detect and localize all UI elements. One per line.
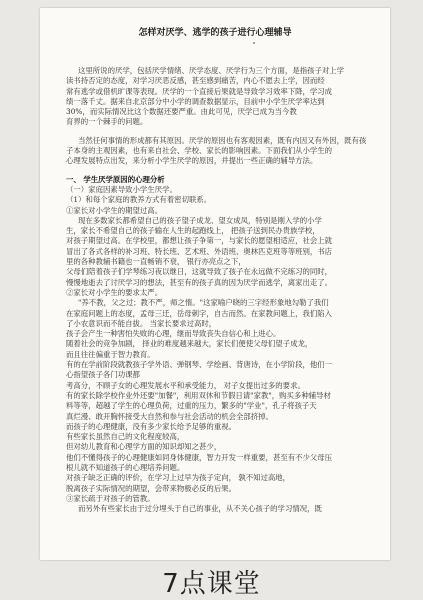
intro-paragraph: [66, 66, 372, 128]
subsection-heading: （一）家庭因素导致小学生厌学。: [66, 184, 177, 194]
text-line: 慢慢地逝去了讨厌学习的想法，甚至有的孩子真的因为厌学而逃学，离家出走了。: [66, 277, 333, 287]
text-line: 在家庭问题上的态度，孟母三迁，岳母刺字，自古而然。在家教问题上，我们陷入: [66, 308, 333, 318]
text-line: 根儿就不知道孩子的心理培养问题。: [66, 462, 185, 472]
text-line: 了小农意识而不能自拔。 当家长要求过高时，: [66, 318, 217, 328]
document-title: 怎样对厌学、逃学的孩子进行心理辅导: [138, 28, 292, 38]
text-line: 读书持否定的态度，对学习厌恶反感，甚至感到痛苦，内心不愿去上学，因而经: [66, 76, 325, 86]
item-heading: ③家长疏于对孩子的管教。: [66, 493, 155, 503]
text-line: 心指望孩子各门功课都: [66, 370, 140, 380]
text-line: "养不教，父之过；教不严，师之惰。"这家喻户晓的三字经形象地勾勒了我们: [78, 298, 329, 308]
subsection-heading: （1）和每个家庭的教养方式有着密切联系。: [66, 195, 212, 205]
page-mark: [253, 42, 255, 44]
item3-paragraph: [66, 504, 372, 514]
text-line: 脱离孩子实际情况的期望，会带来物极必反的后果。: [66, 483, 236, 493]
second-paragraph: [66, 136, 372, 167]
text-line: 对孩子期望过高。在学校里，都想让孩子争第一，与家长的愿望相适应，社会上就: [66, 236, 333, 246]
text-line: 料等等，超越了学生的心理负荷，过重的压力，繁多的"学业"，孔子将孩子天: [66, 401, 317, 411]
item1-paragraph: [66, 216, 372, 288]
item2-paragraph: [66, 298, 372, 494]
text-line: 常有逃学或借机旷课等表现。厌学的一个直接后果就是导致学习效率下降，学习成: [66, 86, 333, 96]
text-line: 孩子会产生一种害怕失败的心理，继而导致丧失自信心和上进心。: [66, 329, 281, 339]
text-line: 绩一落千丈。据来自北京部分中小学的调查数据显示，目前中小学生厌学率达到: [66, 96, 325, 106]
brand-watermark: 7点课堂: [162, 569, 261, 599]
text-line: 对孩子缺乏正确的评价，在学习上过早为孩子定向， 孰不知过高地，: [66, 473, 291, 483]
text-line: 真烂漫、敢开胸怀接受大自然和参与社会活动的机会全部挤掉。: [66, 411, 273, 421]
text-line: 而且往往偏重于智力教育。: [66, 349, 155, 359]
text-line: 父母们陪着孩子们学琴练习夜以继日，这就导致了孩子在永远做不完练习的同时，: [66, 267, 333, 277]
text-line: 有些家长虽然自己的文化程度较高，: [66, 432, 185, 442]
text-line: 生，家长不希望自己的孩子输在人生的起跑线上， 把孩子送到民办贵族学校，: [66, 226, 320, 236]
text-line: 他们不懂得孩子的心理健康如同身体健康，智力开发一样重要，甚至有不少父母压: [66, 452, 333, 462]
text-line: 而孩子的心理健康，没有多少家长给予足够的重视。: [66, 421, 236, 431]
text-line: 子本身的主观因素，也有来自社会、学校、家长的影响因素。下面我们从小学生的: [66, 146, 333, 156]
text-line: 育界的一个棘手的问题。: [66, 117, 148, 127]
text-line: 而另外有些家长由于过分埋头于自己的事业，从不关心孩子的学习情况，既: [78, 504, 322, 514]
text-line: 当然任何事情的形成都有其原因。厌学的原因也有客观因素，既有内因又有外因，既有孩: [78, 135, 367, 145]
text-line: 随着社会的竞争加剧， 择业的难度越来越大，家长们便使父母们望子成龙，: [66, 339, 313, 349]
document-page: [40, 8, 390, 560]
text-line: 这里所说的厌学，包括厌学情绪、厌学态度、厌学行为三个方面，是指孩子对上学: [78, 66, 345, 75]
item-heading: ①家长对小学生的期望过高。: [66, 205, 163, 215]
item-heading: ②家长对小学生的要求太严。: [66, 287, 163, 297]
section-heading: 一、 学生厌学原因的心理分析: [66, 174, 165, 184]
text-line: 里的各种教辅书籍也一直畅销不衰， 银行亦亮点之下，: [66, 257, 246, 267]
text-line: 30%，而实际情况比这个数据还要严重。由此可见，厌学已成为当今教: [66, 107, 297, 117]
text-line: 冒出了各式各样的补习班、特长班、艺术班、外语班、奥林匹克班等等班别，书店: [66, 246, 333, 256]
text-line: 有的在学前阶段就教孩子学外语、弹钢琴、学绘画、背唐诗，在小学阶段，他们一: [66, 360, 333, 370]
text-line: 心理发展特点出发，来分析小学生厌学的原因，并提出一些正确的辅导方法。: [66, 156, 318, 166]
document-body: [66, 66, 372, 514]
text-line: 现在多数家长都希望自己的孩子望子成龙、望女成凤，特别是刚入学的小学: [78, 215, 322, 225]
text-line: 但对幼儿教育和心理学方面的知识却知之甚少，: [66, 442, 222, 452]
text-line: 考高分，不顾子女的心理发展水平和承受能力， 对子女提出过多的要求。: [66, 380, 305, 390]
text-line: 有的家长除学校作业外还要"加餐"，利用双休和节假日请"家教"，购买多种辅导材: [66, 390, 331, 400]
